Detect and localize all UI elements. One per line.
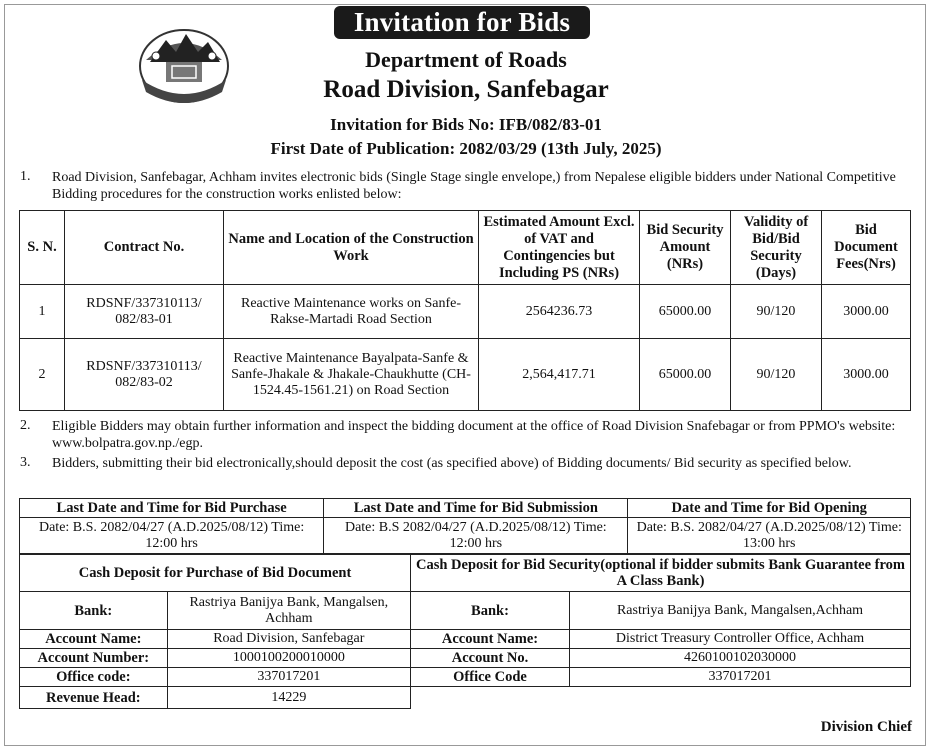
col-name: Name and Location of the Construction Work [224, 211, 479, 285]
left-account-number-label: Account Number: [20, 649, 168, 668]
right-account-name-value: District Treasury Controller Office, Achham [570, 630, 911, 649]
para2-number: 2. [20, 418, 31, 433]
opening-value: Date: B.S. 2082/04/27 (A.D.2025/08/12) Time: 13:00 hrs [628, 518, 911, 554]
left-bank-label: Bank: [20, 592, 168, 630]
opening-header: Date and Time for Bid Opening [628, 499, 911, 518]
ifb-number: Invitation for Bids No: IFB/082/83-01 [330, 115, 602, 134]
row2-amount: 2,564,417.71 [479, 339, 640, 411]
row1-sn: 1 [20, 285, 65, 339]
row2-sn: 2 [20, 339, 65, 411]
left-office-code-label: Office code: [20, 668, 168, 687]
purchase-deposit-header: Cash Deposit for Purchase of Bid Document [20, 555, 411, 592]
right-account-no-value: 4260100102030000 [570, 649, 911, 668]
col-contract: Contract No. [65, 211, 224, 285]
left-account-name-label: Account Name: [20, 630, 168, 649]
col-validity: Validity of Bid/Bid Security (Days) [731, 211, 822, 285]
right-office-code-label: Office Code [411, 668, 570, 687]
left-revenue-head-label: Revenue Head: [20, 687, 168, 709]
submission-header: Last Date and Time for Bid Submission [324, 499, 628, 518]
security-deposit-header: Cash Deposit for Bid Security(optional if bidder submits Bank Guarantee from A Class Bank) [411, 555, 911, 592]
left-office-code-value: 337017201 [167, 668, 410, 687]
purchase-value: Date: B.S. 2082/04/27 (A.D.2025/08/12) Time: 12:00 hrs [20, 518, 324, 554]
purchase-header: Last Date and Time for Bid Purchase [20, 499, 324, 518]
table-row [20, 285, 911, 339]
right-account-name-label: Account Name: [411, 630, 570, 649]
row1-security: 65000.00 [640, 285, 731, 339]
right-bank-value: Rastriya Banijya Bank, Mangalsen,Achham [570, 592, 911, 630]
row1-contract: RDSNF/337310113/ 082/83-01 [65, 285, 224, 339]
col-security: Bid Security Amount (NRs) [640, 211, 731, 285]
table-row [20, 339, 911, 411]
department-title: Department of Roads [365, 47, 567, 72]
col-sn: S. N. [20, 211, 65, 285]
banner-title: Invitation for Bids [334, 6, 590, 39]
para1-text: Road Division, Sanfebagar, Achham invites electronic bids (Single Stage single envelope,) from Nepalese eligible bidders under National Competitive Bidding procedures for the construction works enlisted below: [52, 170, 896, 202]
row1-amount: 2564236.73 [479, 285, 640, 339]
signature-label: Division Chief [820, 719, 912, 735]
row2-fees: 3000.00 [822, 339, 911, 411]
division-title: Road Division, Sanfebagar [323, 76, 609, 103]
row2-name: Reactive Maintenance Bayalpata-Sanfe & Sanfe-Jhakale & Jhakale-Chaukhutte (CH-1524.45-1561.21) on Road Section [224, 339, 479, 411]
row2-security: 65000.00 [640, 339, 731, 411]
row1-name: Reactive Maintenance works on Sanfe-Rakse-Martadi Road Section [224, 285, 479, 339]
bank-deposit-table [19, 554, 911, 709]
publication-date: First Date of Publication: 2082/03/29 (13th July, 2025) [270, 139, 662, 158]
works-table [19, 210, 911, 411]
right-office-code-value: 337017201 [570, 668, 911, 687]
submission-value: Date: B.S 2082/04/27 (A.D.2025/08/12) Time: 12:00 hrs [324, 518, 628, 554]
para3-number: 3. [20, 455, 31, 470]
para1-number: 1. [20, 169, 31, 184]
col-amount: Estimated Amount Excl. of VAT and Contingencies but Including PS (NRs) [479, 211, 640, 285]
para2-text: Eligible Bidders may obtain further information and inspect the bidding document at the office of Road Division Snafebagar or from PPMO's website: www.bolpatra.gov.np./egp. [52, 419, 896, 451]
right-account-no-label: Account No. [411, 649, 570, 668]
row2-contract: RDSNF/337310113/ 082/83-02 [65, 339, 224, 411]
bid-dates-table [19, 498, 911, 554]
left-account-number-value: 1000100200010000 [167, 649, 410, 668]
col-fees: Bid Document Fees(Nrs) [822, 211, 911, 285]
left-account-name-value: Road Division, Sanfebagar [167, 630, 410, 649]
para3-text: Bidders, submitting their bid electronically,should deposit the cost (as specified above) of Bidding documents/ Bid security as specified below. [52, 456, 852, 471]
left-revenue-head-value: 14229 [167, 687, 410, 709]
row2-validity: 90/120 [731, 339, 822, 411]
left-bank-value: Rastriya Banijya Bank, Mangalsen, Achham [167, 592, 410, 630]
row1-validity: 90/120 [731, 285, 822, 339]
row1-fees: 3000.00 [822, 285, 911, 339]
right-bank-label: Bank: [411, 592, 570, 630]
